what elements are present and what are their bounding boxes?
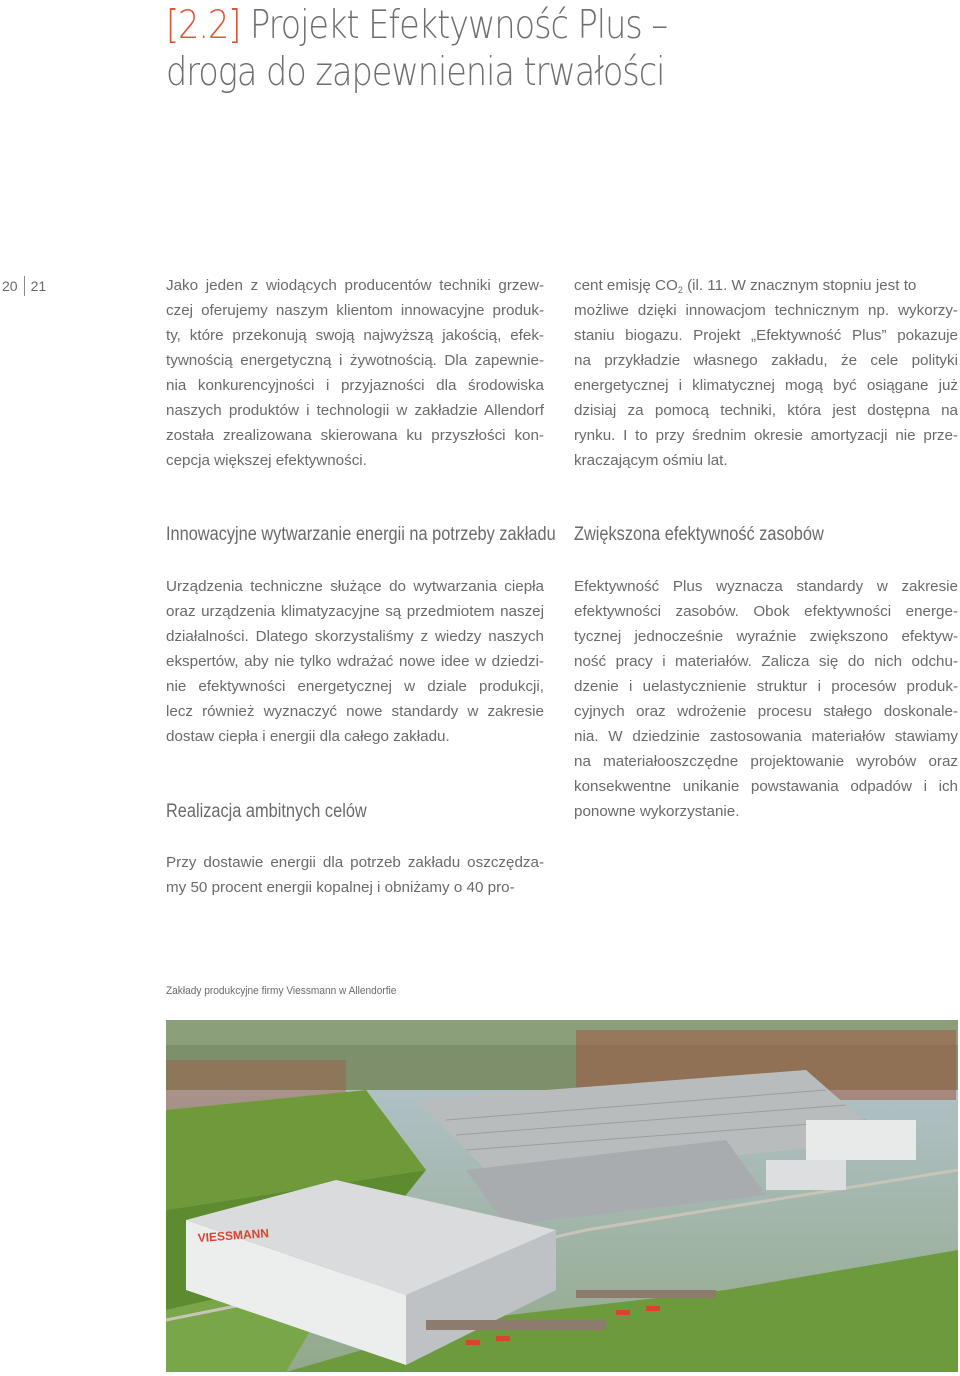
text-line: czej oferujemy naszym klientom innowacyjne produk-: [166, 302, 544, 319]
text-line: Jako jeden z wiodących producentów techniki grzew-: [166, 277, 544, 294]
text-line: lecz również wyznaczyć nowe standardy w zakresie: [166, 703, 544, 720]
text-line: konsekwentne unikanie powstawania odpadów i ich: [574, 778, 958, 795]
text-line: efektywności zasobów. Obok efektywności energe-: [574, 603, 958, 620]
co2-text-b: (il. 11. W znacznym stopniu jest to: [682, 277, 917, 294]
intro-right-paragraph: [574, 273, 958, 473]
text-line: staniu biogazu. Projekt „Efektywność Plus” pokazuje: [574, 327, 958, 344]
section-heading-ambitious-goals: Realizacja ambitnych celów: [166, 801, 367, 822]
title-line-1: [166, 2, 837, 49]
section-resource-efficiency-paragraph: [574, 574, 958, 824]
text-line: nia konkurencyjności i przyjazności dla środowiska: [166, 377, 544, 394]
text-line: naszych produktów i technologii w zakładzie Allendorf: [166, 402, 544, 419]
text-line: ekspertów, aby nie tylko wdrażać nowe idee w dziedzi-: [166, 653, 544, 670]
text-line: działalności. Dlatego skorzystaliśmy z wiedzy naszych: [166, 628, 544, 645]
section-heading-resource-efficiency: Zwiększona efektywność zasobów: [574, 524, 824, 545]
text-line: ty, które przekonują swoją najwyższą jakością, efek-: [166, 327, 544, 344]
text-line: cyjnych oraz wdrożenie procesu stałego doskonale-: [574, 703, 958, 720]
text-line: została zrealizowana skierowana ku przyszłości kon-: [166, 427, 544, 444]
text-line: nia. W dziedzinie zastosowania materiałów stawiamy: [574, 728, 958, 745]
section-innovative-energy-paragraph: [166, 574, 544, 749]
section-ambitious-goals-paragraph: [166, 850, 544, 900]
co2-subscript: 2: [677, 285, 683, 295]
title-line-2: droga do zapewnienia trwałości: [166, 50, 665, 95]
text-line: ponowne wykorzystanie.: [574, 803, 740, 820]
text-line: kraczającym ośmiu lat.: [574, 452, 728, 469]
text-line: dzisiaj za pomocą techniki, która jest dostępna na: [574, 402, 958, 419]
text-line: oraz urządzenia klimatyzacyjne są przedmiotem naszej: [166, 603, 544, 620]
viessmann-logo: VIESSMANN: [197, 1226, 270, 1245]
text-line: możliwe dzięki innowacjom technicznym np. wykorzy-: [574, 302, 958, 319]
co2-text-a: cent emisję CO: [574, 277, 678, 294]
page-title: [166, 2, 837, 96]
text-line: dzenie i uelastycznienie struktur i procesów produk-: [574, 678, 958, 695]
title-line-1-text: Projekt Efektywność Plus –: [240, 3, 668, 48]
text-line: na materiałooszczędne projektowanie wyrobów oraz: [574, 753, 958, 770]
section-heading-innovative-energy: Innowacyjne wytwarzanie energii na potrzeby zakładu: [166, 524, 556, 545]
text-line: tywnością energetyczną i żywotnością. Dla zapewnie-: [166, 352, 544, 369]
text-line: energetycznej i klimatycznej mogą być osiągane już: [574, 377, 958, 394]
text-line: na przykładzie własnego zakładu, że cele polityki: [574, 352, 958, 369]
photo-caption: Zakłady produkcyjne firmy Viessmann w Allendorfie: [166, 985, 397, 997]
page-number-right: 21: [30, 278, 47, 294]
text-line: [574, 273, 958, 298]
aerial-factory-photo: [166, 1020, 958, 1372]
text-line: my 50 procent energii kopalnej i obniżamy o 40 pro-: [166, 879, 515, 896]
text-line: rynku. I to przy średnim okresie amortyzacji nie prze-: [574, 427, 958, 444]
text-line: Urządzenia techniczne służące do wytwarzania ciepła: [166, 578, 544, 595]
page-numbers: [2, 276, 46, 296]
page-number-left: 20: [2, 278, 18, 294]
text-line: tycznej jednocześnie wyraźnie zwiększono efektyw-: [574, 628, 958, 645]
text-line: ność pracy i materiałów. Zalicza się do nich odchu-: [574, 653, 958, 670]
text-line: nie efektywności energetycznej w dziale produkcji,: [166, 678, 544, 695]
text-line: Przy dostawie energii dla potrzeb zakładu oszczędza-: [166, 854, 544, 871]
intro-left-paragraph: [166, 273, 544, 473]
text-line: dostaw ciepła i energii dla całego zakładu.: [166, 728, 450, 745]
chapter-number: [2.2]: [166, 3, 241, 48]
text-line: cepcja większej efektywności.: [166, 452, 367, 469]
page-number-divider: [24, 276, 25, 296]
text-line: Efektywność Plus wyznacza standardy w zakresie: [574, 578, 958, 595]
